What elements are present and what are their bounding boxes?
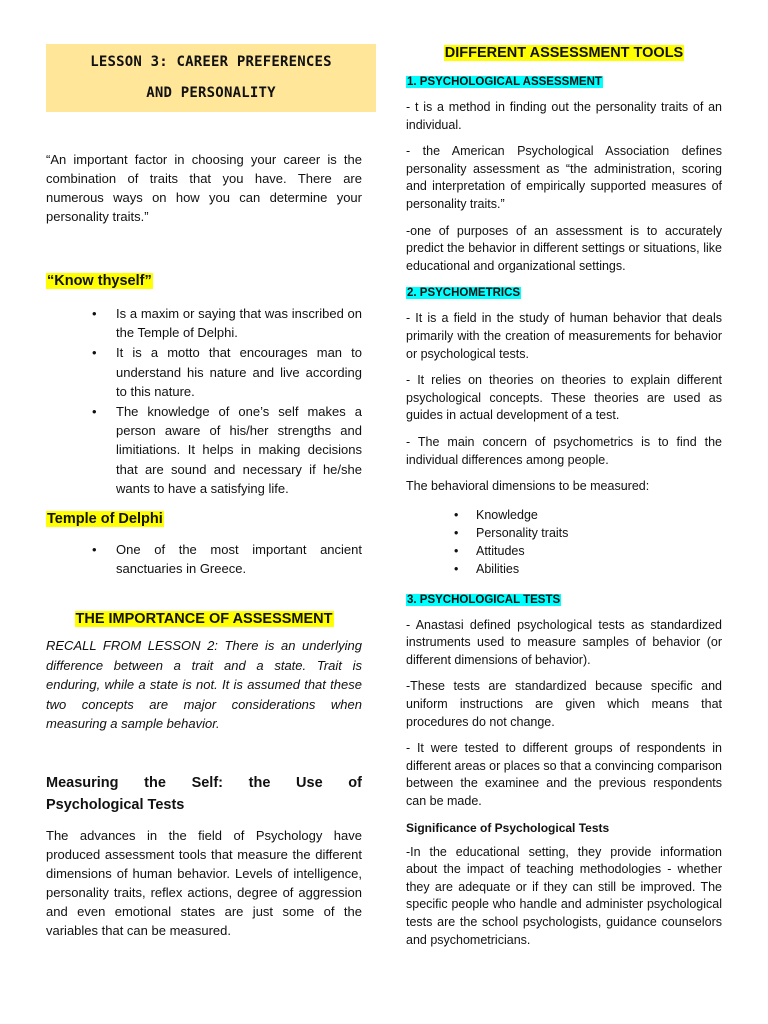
list-item: • Knowledge <box>476 506 722 524</box>
list-item: • One of the most important ancient sanctuaries in Greece. <box>116 540 362 578</box>
lesson-title-box <box>46 44 376 112</box>
list-item: • The knowledge of one’s self makes a person aware of his/her strengths and limitiations. It helps in making decisions that are sound and necessary if he/she wants to have a satisfying life. <box>116 402 362 498</box>
lesson-title-line1: LESSON 3: CAREER PREFERENCES <box>90 54 332 70</box>
list-item: • Abilities <box>476 560 722 578</box>
intro-quote: “An important factor in choosing your career is the combination of traits that you have. There are numerous ways on how you can determine your personality traits.” <box>46 152 362 224</box>
assessment-tools-title-wrap <box>406 44 722 62</box>
measuring-heading-line1: Measuring the Self: the Use of <box>46 774 362 791</box>
psychological-tests-heading: 3. PSYCHOLOGICAL TESTS <box>407 593 561 606</box>
recall-paragraph: RECALL FROM LESSON 2: There is an underlying difference between a trait and a state. Trait is enduring, while a state is not. It is assumed that these two concepts are major considerations when measuring a sample behavior. <box>46 638 362 732</box>
know-thyself-list <box>116 304 362 498</box>
section-2-heading-wrap <box>406 283 722 301</box>
list-item: • Attitudes <box>476 542 722 560</box>
s3-paragraph-1: - Anastasi defined psychological tests as standardized instruments used to measure samples of behavior (or different dimensions of behavior). <box>406 617 722 667</box>
s2-paragraph-1: - It is a field in the study of human behavior that deals primarily with the creation of measurements for behavior or psychological tests. <box>406 311 722 361</box>
left-column <box>46 44 362 940</box>
measuring-heading-line2: Psychological Tests <box>46 796 185 813</box>
section-1-heading-wrap <box>406 72 722 90</box>
know-thyself-heading-wrap <box>46 272 362 290</box>
s3-paragraph-2: -These tests are standardized because specific and uniform instructions are given which means that procedures do not change. <box>406 679 722 729</box>
importance-heading-wrap <box>46 610 362 628</box>
advances-paragraph: The advances in the field of Psychology have produced assessment tools that measure the different dimensions of human behavior. Levels of intelligence, personality traits, reflex actions, degree of aggression and even emotional states are just some of the variables that can be measured. <box>46 827 362 938</box>
temple-list <box>116 540 362 578</box>
significance-paragraph: -In the educational setting, they provide information about the impact of teaching methodologies - whether they are adequate or if they can still be improved. The specific people who handle and administer psychological tests are the school psychologists, guidance counselors and psychometricians. <box>406 844 722 947</box>
s1-paragraph-2: - the American Psychological Association defines personality assessment as “the administration, scoring and interpretation of empirically supported measures of personality traits.” <box>406 144 722 211</box>
s3-paragraph-3: - It were tested to different groups of respondents in different areas or places so that a convincing comparison between the examinee and the previous respondents can be made. <box>406 741 722 809</box>
behavioral-dimensions-list <box>476 506 722 578</box>
list-item: • It is a motto that encourages man to understand his nature and live according to this nature. <box>116 343 362 401</box>
right-column <box>406 44 722 949</box>
lesson-title-line2: AND PERSONALITY <box>146 85 276 101</box>
section-3-heading-wrap <box>406 590 722 608</box>
temple-heading-wrap <box>46 510 362 528</box>
s1-paragraph-3: -one of purposes of an assessment is to accurately predict the behavior in different settings or situations, like educational and organizational settings. <box>406 223 722 273</box>
psychological-assessment-heading: 1. PSYCHOLOGICAL ASSESSMENT <box>407 76 602 88</box>
s2-paragraph-3: - The main concern of psychometrics is to find the individual differences among people. <box>406 434 722 467</box>
list-item: • Personality traits <box>476 524 722 542</box>
significance-heading: Significance of Psychological Tests <box>406 820 610 835</box>
importance-of-assessment-heading: THE IMPORTANCE OF ASSESSMENT <box>75 611 333 628</box>
psychometrics-heading: 2. PSYCHOMETRICS <box>407 287 521 300</box>
s2-paragraph-2: - It relies on theories on theories to explain different psychological concepts. These theories are used as guides in actual development of a test. <box>406 373 722 423</box>
s2-paragraph-4: The behavioral dimensions to be measured: <box>406 479 650 494</box>
list-item: • Is a maxim or saying that was inscribed on the Temple of Delphi. <box>116 304 362 342</box>
know-thyself-heading: “Know thyself” <box>47 273 152 289</box>
s1-paragraph-1: - t is a method in finding out the personality traits of an individual. <box>406 100 722 132</box>
temple-of-delphi-heading: Temple of Delphi <box>47 511 163 528</box>
assessment-tools-title: DIFFERENT ASSESSMENT TOOLS <box>444 45 684 61</box>
